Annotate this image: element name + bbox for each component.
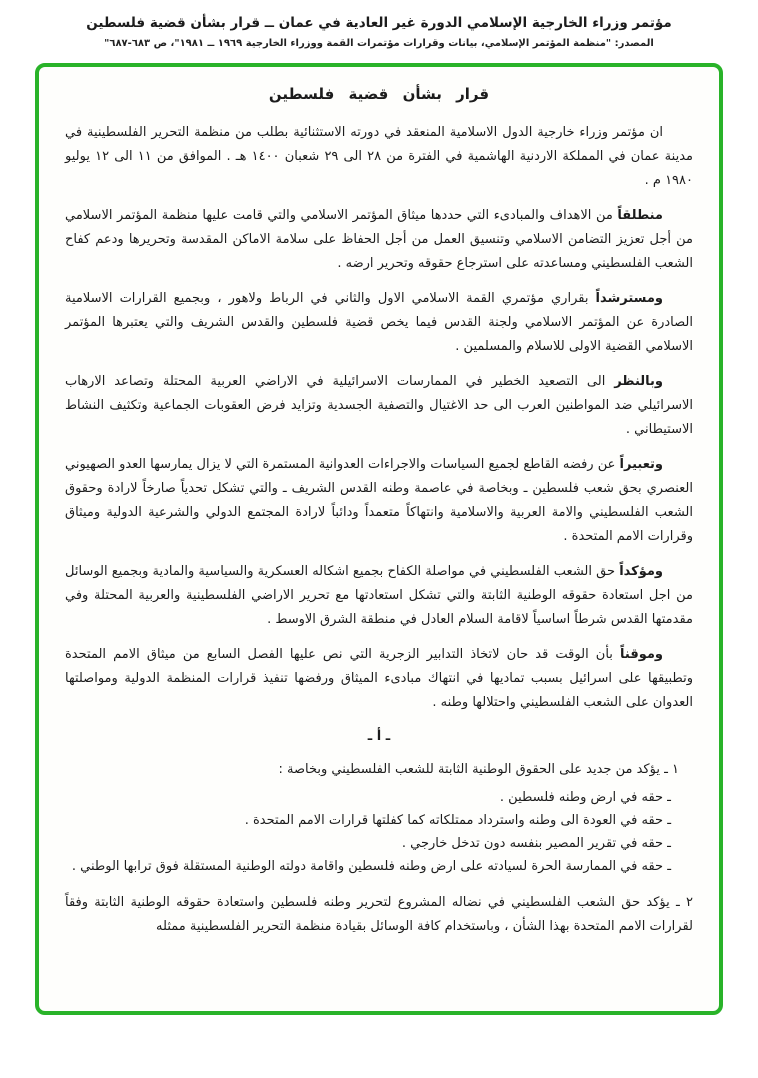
list-item: ـ حقه في العودة الى وطنه واسترداد ممتلكاته كما كفلتها قرارات الامم المتحدة . xyxy=(244,813,671,828)
list-item: ـ حقه في الممارسة الحرة لسيادته على ارض وطنه فلسطين واقامة دولته الوطنية المستقلة فوق ترابها الوطني . xyxy=(71,859,671,874)
paragraph-bilnazar xyxy=(65,370,693,442)
paragraph-text: عن رفضه القاطع لجميع السياسات والاجراءات العدوانية المستمرة التي لا يزال يمارسها العدو الصهيوني العنصري بحق شعب فلسطين ـ وبخاصة في عاصمة وطنه القدس الشريف ـ والتي تشكل تحدياً صارخاً لارادة وحقوق الشعب الفلسطيني والامة العربية والاسلامية وانتهاكاً متعمداً ودائباً لارادة المجتمع الدولي والشرعية الدولية وميثاق وقرارات الامم المتحدة . xyxy=(65,457,693,544)
resolution-box xyxy=(35,63,723,1015)
paragraph-lead: وموقناً xyxy=(620,647,663,662)
header-source: المصدر: "منظمة المؤتمر الإسلامي، بيانات وقرارات مؤتمرات القمة ووزراء الخارجية ١٩٦٩ ــ ١٩٨١"، ص ٦٨٣-٦٨٧" xyxy=(104,38,654,49)
list-item: ـ حقه في تقرير المصير بنفسه دون تدخل خارجي . xyxy=(401,836,671,851)
paragraph-text: بقراري مؤتمري القمة الاسلامي الاول والثاني في الرباط ولاهور ، وبجميع القرارات الاسلامية الصادرة عن المؤتمر الاسلامي ولجنة القدس فيما يخص قضية فلسطين والقدس الشريف والتي يعتبرها المؤتمر الاسلامي القضية الاولى للاسلام والمسلمين . xyxy=(65,291,693,354)
paragraph-text: حق الشعب الفلسطيني في مواصلة الكفاح بجميع اشكاله العسكرية والسياسية والمادية وبجميع الوسائل من اجل استعادة حقوقه الوطنية الثابتة والتي تشكل استعادتها مع تحرير الاراضي الفلسطينية والعربية المحتلة وفي مقدمتها القدس شرطاً اساسياً لاقامة السلام العادل في منطقة الشرق الاوسط . xyxy=(65,564,693,627)
paragraph-text: ان مؤتمر وزراء خارجية الدول الاسلامية المنعقد في دورته الاستثنائية بطلب من منظمة التحرير الفلسطينية في مدينة عمان في المملكة الاردنية الهاشمية في الفترة من ٢٨ الى ٢٩ شعبان ١٤٠٠ هـ . الموافق من ١١ الى ١٢ يوليو ١٩٨٠ م . xyxy=(65,125,693,188)
paragraph-mustarshidan xyxy=(65,287,693,359)
paragraph-muqinan xyxy=(65,643,693,715)
paragraph-preamble xyxy=(65,121,693,193)
paragraph-lead: منطلقاً xyxy=(617,208,663,223)
paragraph-lead: ومؤكداً xyxy=(619,564,663,579)
section-marker-a: ـ أ ـ xyxy=(367,729,391,744)
paragraph-lead: ومسترشداً xyxy=(595,291,663,306)
list-item: ـ حقه في ارض وطنه فلسطين . xyxy=(499,790,671,805)
paragraph-muntaliqan xyxy=(65,204,693,276)
resolution-title: قرار بشأن قضية فلسطين xyxy=(268,85,490,103)
paragraph-text: بأن الوقت قد حان لاتخاذ التدابير الزجرية التي نص عليها الفصل السابع من ميثاق الامم المتحدة وتطبيقها على اسرائيل بسبب تماديها في انتهاك مبادىء الميثاق ورفضها تنفيذ قرارات المنظمة الدولية ومواصلتها العدوان على الشعب الفلسطيني واحتلالها وطنه . xyxy=(65,647,693,710)
paragraph-text: الى التصعيد الخطير في الممارسات الاسرائيلية في الاراضي العربية المحتلة وتصاعد الارهاب الاسرائيلي ضد المواطنين العرب الى حد الاغتيال والتصفية الجسدية وتزايد فرض العقوبات الجماعية وتكثيف النشاط الاستيطاني . xyxy=(65,374,693,437)
paragraph-lead: وبالنظر xyxy=(614,374,663,389)
page-header xyxy=(0,0,758,49)
paragraph-taabiran xyxy=(65,453,693,549)
paragraph-lead: وتعبيراً xyxy=(619,457,663,472)
paragraph-text: من الاهداف والمبادىء التي حددها ميثاق المؤتمر الاسلامي والتي قامت عليها منظمة المؤتمر الاسلامي من أجل تعزيز التضامن الاسلامي وتنسيق العمل من أجل الحفاظ على سلامة الاماكن المقدسة وتحريرها ودعم كفاح الشعب الفلسطيني ومساعدته على استرجاع حقوقه وتحرير ارضه . xyxy=(65,208,693,271)
item-1-heading: ١ ـ يؤكد من جديد على الحقوق الوطنية الثابتة للشعب الفلسطيني وبخاصة : xyxy=(278,762,679,777)
item-2-paragraph: ٢ ـ يؤكد حق الشعب الفلسطيني في نضاله المشروع لتحرير وطنه فلسطين واستعادة حقوقه الوطنية الثابتة وفقاً لقرارات الامم المتحدة بهذا الشأن ، وباستخدام كافة الوسائل بقيادة منظمة التحرير الفلسطينية ممثله xyxy=(65,895,693,934)
paragraph-muakkidan xyxy=(65,560,693,632)
header-title: مؤتمر وزراء الخارجية الإسلامي الدورة غير العادية في عمان ــ قرار بشأن قضية فلسطين xyxy=(86,15,672,31)
